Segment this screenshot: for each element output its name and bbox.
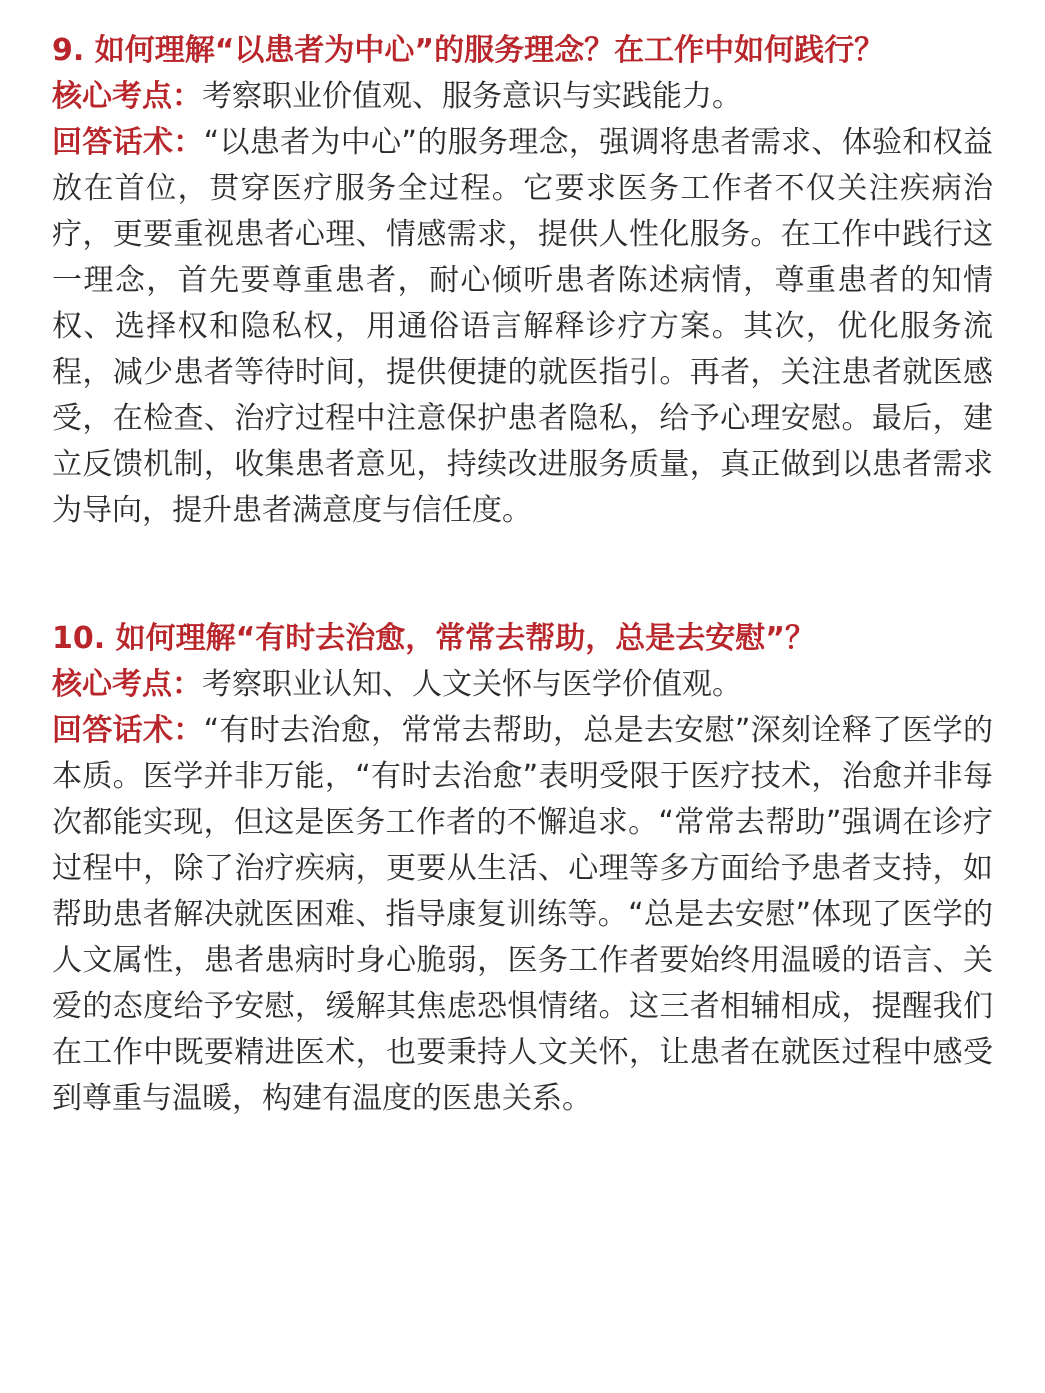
question-title: 10. 如何理解“有时去治愈，常常去帮助，总是去安慰”？ [52,621,816,656]
core-point-line [52,74,993,120]
question-block-9 [52,28,993,534]
answer-paragraph [52,120,993,534]
question-block-10 [52,616,993,1122]
answer-text: “有时去治愈，常常去帮助，总是去安慰”深刻诠释了医学的本质。医学并非万能，“有时去治愈”表明受限于医疗技术，治愈并非每次都能实现，但这是医务工作者的不懈追求。“常常去帮助”强调在诊疗过程中，除了治疗疾病，更要从生活、心理等多方面给予患者支持，如帮助患者解决就医困难、指导康复训练等。“总是去安慰”体现了医学的人文属性，患者患病时身心脆弱，医务工作者要始终用温暖的语言、关爱的态度给予安慰，缓解其焦虑恐惧情绪。这三者相辅相成，提醒我们在工作中既要精进医术，也要秉持人文关怀，让患者在就医过程中感受到尊重与温暖，构建有温度的医患关系。 [52,713,994,1116]
answer-text: “以患者为中心”的服务理念，强调将患者需求、体验和权益放在首位，贯穿医疗服务全过程。它要求医务工作者不仅关注疾病治疗，更要重视患者心理、情感需求，提供人性化服务。在工作中践行这一理念，首先要尊重患者，耐心倾听患者陈述病情，尊重患者的知情权、选择权和隐私权，用通俗语言解释诊疗方案。其次，优化服务流程，减少患者等待时间，提供便捷的就医指引。再者，关注患者就医感受，在检查、治疗过程中注意保护患者隐私，给予心理安慰。最后，建立反馈机制，收集患者意见，持续改进服务质量，真正做到以患者需求为导向，提升患者满意度与信任度。 [52,125,994,528]
core-point-label: 核心考点： [52,79,202,114]
core-point-label: 核心考点： [52,667,202,702]
core-point-line [52,662,993,708]
core-point-text: 考察职业认知、人文关怀与医学价值观。 [202,667,742,702]
core-point-text: 考察职业价值观、服务意识与实践能力。 [202,79,742,114]
answer-label: 回答话术： [52,125,204,160]
answer-label: 回答话术： [52,713,204,748]
question-title: 9. 如何理解“以患者为中心”的服务理念？在工作中如何践行？ [52,33,885,68]
answer-paragraph [52,708,993,1122]
